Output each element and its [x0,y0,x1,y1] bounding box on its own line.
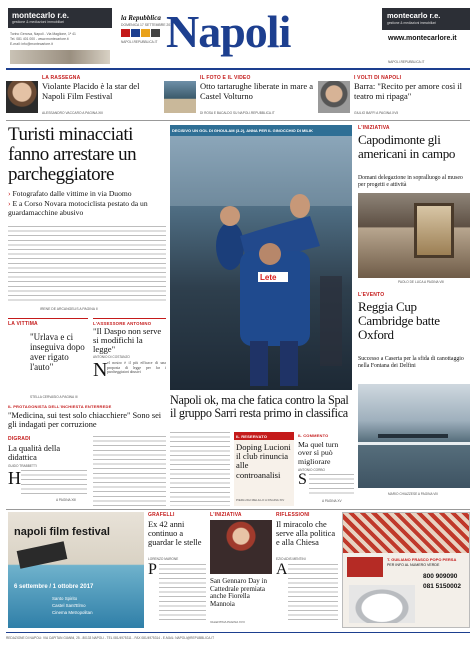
stadium-title: Ex 42 anni continuo a guardar le stelle [148,520,202,547]
assessor-byline: ANTONIO DI COSTANZO [93,355,130,359]
stadium-kicker: GRAFELLI [148,512,175,518]
education-page: A PAGINA XIII [56,498,77,502]
ad-logo [347,557,383,577]
stadium-initial: P [148,561,157,578]
lead-bullet-2 [8,200,166,217]
teaser-3-byline: GIULIO BAFFI A PAGINA XVII [354,111,399,115]
teaser-rule [6,120,470,121]
bottom-right-ad[interactable] [342,512,470,628]
left-ad-line-1: Torino Genova, Napoli - Via Maglione, 1ª 41 [10,32,76,36]
side-title: Capodimonte gli americani in campo [358,132,456,161]
edition-badges [121,29,161,38]
teaser-1[interactable] [6,73,158,117]
center-column-text [93,436,166,506]
victim-byline: STELLA CERVASIO A PAGINA III [30,395,78,399]
reflection-byline: EZIO ADIS MENTINI [276,557,306,561]
reflection-title: Il miracolo che serve alla politica e alla Chiesa [276,520,336,547]
victim-kicker: LA VITTIMA [8,318,88,327]
gennaro-title: San Gennaro Day in Cattedrale premiata anche Fiorella Mannoia [210,577,267,608]
gennaro-box[interactable] [210,512,272,628]
teaser-2[interactable] [164,73,314,117]
stadium-body [159,564,206,624]
comment-body [309,474,354,496]
protagonist-box[interactable] [8,404,168,432]
reflection-kicker: RIFLESSIONI [276,512,310,518]
comment-page: A PAGINA XV [322,499,342,503]
the-case-title: Doping Lucioni il club rinuncia alle controanalisi [236,442,291,480]
left-ad-sub: gestione & mediazioni immobiliari [12,20,64,24]
comment-kicker: IL COMMENTO [298,433,329,438]
players-illustration [170,136,352,390]
match-report-text [170,432,230,506]
teaser-1-byline: ALESSANDRO VACCARO A PAGINA XIII [42,111,104,115]
festival-place-1: Santo Spirito [52,596,78,601]
assessor-box[interactable] [93,318,166,402]
photo-headline[interactable]: Napoli ok, ma che fatica contro la Spal il gruppo Sarri resta primo in classifica [170,393,349,420]
education-body [21,470,87,494]
lead-bullet-1-text: Fotografato dalle vittime in via Duomo [12,189,132,198]
teaser-3-photo [318,81,350,113]
assessor-initial: N [93,359,108,381]
footer-text: REDAZIONE DI NAPOLI: VIA CAPITAN GIANNI, 25 - 80133 NAPOLI - TEL 081/4975311 - FAX 081/4975314 - E-MAIL: NAPOLI@REPUBBLICA.IT [6,636,215,640]
ad-pattern [343,513,470,553]
side-kicker: L'INIZIATIVA [358,125,390,131]
festival-place-3: Cinema Metropolitan [52,610,93,615]
festival-reel [17,541,68,569]
footer-rule [6,632,470,633]
issue-date: DOMENICA 17 SETTEMBRE 2017 [121,23,174,27]
teaser-2-byline: DI ROSA E BACALDO SU NAPOLI.REPUBBLICA.IT [200,111,275,115]
teaser-1-kicker: LA RASSEGNA [42,75,81,81]
bullet-arrow-icon: › [8,199,11,208]
teaser-3-title: Barra: "Recito per amore così il teatro mi ripaga" [354,81,463,101]
left-ad-line-3: E-mail: info@montecarlore.it [10,42,53,46]
left-ad-brand: montecarlo r.e. [12,11,69,20]
edition-site[interactable]: NAPOLI.REPUBBLICA.IT [121,40,158,44]
assessor-title: "Il Daspo non serve si modifichi la legge" [93,326,162,355]
paper-name: la Repubblica [121,14,161,22]
lead-byline: IRENE DE ARCANGELIS A PAGINA II [40,307,98,311]
festival-ad[interactable] [8,512,144,628]
side-event[interactable] [358,292,470,506]
gennaro-kicker: L'INIZIATIVA [210,512,242,518]
teaser-2-photo [164,81,196,113]
victim-box[interactable] [8,318,88,402]
assessor-body: el nostro è il più efficace di una proposta di legge per far i parcheggiatori abusivi [107,361,166,375]
the-case-box[interactable] [234,432,294,506]
lead-bullet-2-text: E a Corso Novara motociclista pestato da un guardamacchine abusivo [8,199,148,217]
left-ad-line-2: Tel. 081 401 000 - www.montecarlore.it [10,37,69,41]
side-event-kicker: L'EVENTO [358,292,385,298]
protagonist-kicker: IL PROTAGONISTA DELL'INCHIESTA ENTERREDE [8,404,112,409]
stadium-box[interactable] [148,512,206,628]
masthead-rule [6,68,470,70]
right-ad-small: NAPOLI.REPUBBLICA.IT [388,60,425,64]
reflection-box[interactable] [276,512,338,628]
masthead-left-ad[interactable] [6,6,114,66]
comment-byline: ANTONIO CORBO [298,468,326,472]
education-box[interactable] [8,436,88,506]
side-event-title: Reggia Cup Cambridge batte Oxford [358,299,440,342]
comment-box[interactable] [298,432,354,506]
assessor-kicker: L'ASSESSORE ANTONINO [93,318,166,326]
teaser-2-kicker: IL FOTO E IL VIDEO [200,75,251,81]
bullet-arrow-icon: › [8,189,11,198]
lead-title[interactable]: Turisti minacciati fanno arrestare un parcheggiatore [8,124,137,185]
side-event-byline: MARIO CHIAZZESE A PAGINA VIII [388,492,439,496]
ad-line-1: T. GUILIANO FRASCO POPO PERSA [387,557,457,562]
gennaro-photo [210,520,272,574]
right-ad-site[interactable]: www.montecarlore.it [388,35,457,42]
the-case-byline: PIERLUIGI MELILLO A PAGINA XIV [236,498,285,502]
city-title: Napoli [166,6,291,57]
lower-rule [6,509,470,510]
lead-body-text [8,226,166,304]
education-initial: H [8,468,21,488]
education-title: La qualità della didattica [8,444,61,462]
teaser-3[interactable] [318,73,470,117]
side-photo [358,193,470,278]
ad-sink-image [349,585,415,623]
the-case-kicker: IL RESERVATO [236,434,268,439]
side-initiative[interactable] [358,125,470,285]
comment-initial: S [298,471,307,488]
ad-line-4: 081 5150002 [423,583,461,590]
reflection-body [288,564,338,624]
teaser-1-title: Violante Placido è la star del Napoli Film Festival [42,81,140,101]
side-event-photo [358,384,470,488]
gennaro-byline: VALENTINA PAGINA XVII [210,620,245,624]
victim-quote: "Urlava e ci inseguiva dopo aver rigato l'auto" [30,332,85,372]
side-byline: PAOLO DE LUCA A PAGINA VIII [398,280,445,284]
lead-bullet-1 [8,190,166,199]
reflection-initial: A [276,561,288,578]
photo-caption: DECISIVO UN GOL DI GHOULAM (3-2), ANNA PER IL GINOCCHIO DI MILIK [172,128,313,133]
teaser-3-kicker: I VOLTI DI NAPOLI [354,75,402,81]
stadium-byline: LORENZO MARONE [148,557,179,561]
teaser-2-title: Otto tartarughe liberate in mare a Castel Volturno [200,81,314,101]
festival-edition: 6 settembre / 1 ottobre 2017 [14,584,94,590]
left-ad-image [10,50,110,64]
education-byline: GUIDO TRABBETTI [8,464,37,468]
festival-title: napoli film festival [14,526,110,538]
ad-line-3: 800 909090 [423,573,458,580]
masthead-right-ad[interactable] [382,6,470,66]
ad-line-2: PER INFO AL NUMERO VERDE [387,563,440,567]
teaser-1-photo [6,81,38,113]
festival-place-2: Castel Sant'Elmo [52,603,86,608]
side-body: Domani delegazione in sopralluogo al museo per progetti e attività [358,175,463,188]
right-ad-brand: montecarlo r.e. [387,11,441,20]
comment-title: Ma quel turn over sì può migliorare [298,440,339,466]
side-event-body: Successo a Caserta per la sfida di canottaggio nella Fontana dei Delfini [358,356,464,369]
jersey-logo-text: Lete [260,273,277,282]
education-kicker: DIGRADI [8,436,31,442]
protagonist-title: "Medicina, sui test solo chiacchiere" Sono sei gli indagati per corruzione [8,411,162,429]
main-photo[interactable] [170,136,352,390]
right-ad-sub: gestione & mediazioni immobiliari [387,21,436,25]
